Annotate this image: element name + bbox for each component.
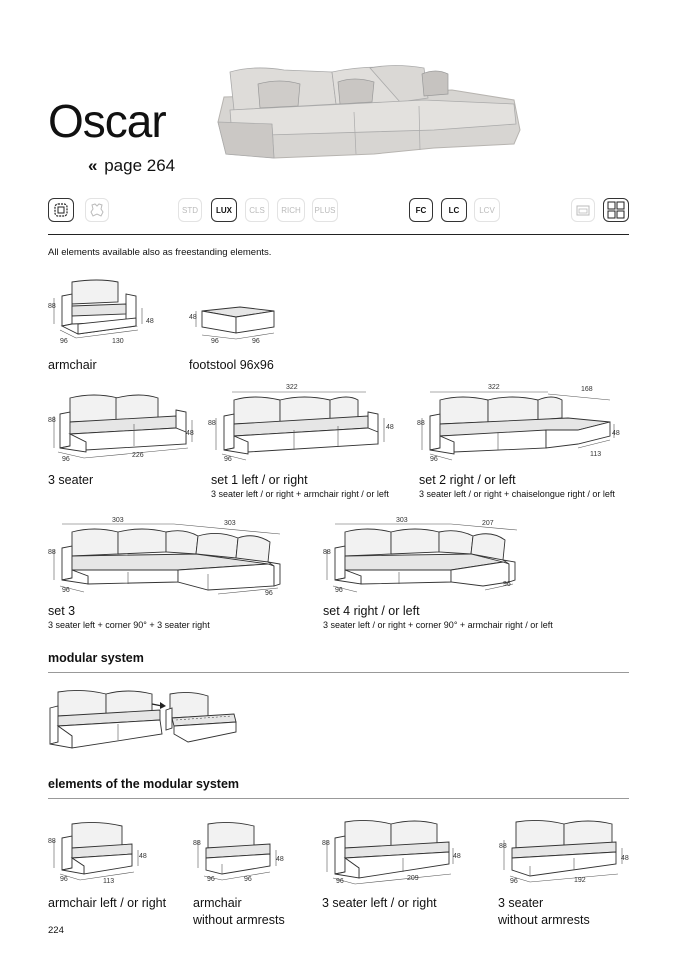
arm-lr-dim-width: 113 bbox=[103, 878, 115, 885]
option-fc-icon: FC bbox=[409, 198, 433, 222]
three-seater-dim-seat: 48 bbox=[186, 430, 194, 437]
three-lr-dim-seat: 48 bbox=[453, 853, 461, 860]
set3-drawing bbox=[58, 522, 286, 600]
set3-dim-width-left: 303 bbox=[112, 517, 124, 524]
arm-no-dim-depth: 96 bbox=[207, 876, 215, 883]
three-seater-dim-depth: 96 bbox=[62, 456, 70, 463]
page-reference[interactable] bbox=[88, 156, 175, 176]
set4-drawing bbox=[333, 522, 523, 600]
element-three-seater-lr-drawing bbox=[333, 818, 457, 886]
element-armchair-no-arms-label bbox=[193, 895, 285, 929]
option-lc-icon: LC bbox=[441, 198, 467, 222]
element-three-seater-no-arms-label bbox=[498, 895, 590, 929]
footstool-dim-depth: 96 bbox=[211, 338, 219, 345]
three-no-dim-seat: 48 bbox=[621, 855, 629, 862]
elements-divider bbox=[48, 798, 629, 799]
element-armchair-lr-label: armchair left / or right bbox=[48, 896, 167, 910]
footstool-drawing bbox=[200, 305, 280, 341]
arm-no-dim-width: 96 bbox=[244, 876, 252, 883]
set1-dim-seat: 48 bbox=[386, 424, 394, 431]
set2-dim-depth: 96 bbox=[430, 456, 438, 463]
set3-dim-depth-right: 96 bbox=[265, 590, 273, 597]
version-std-icon: STD bbox=[178, 198, 202, 222]
set1-drawing bbox=[218, 392, 388, 464]
set4-dim-width-left: 303 bbox=[396, 517, 408, 524]
arm-lr-dim-height: 88 bbox=[48, 838, 56, 845]
set3-sublabel: 3 seater left + corner 90° + 3 seater right bbox=[48, 620, 210, 630]
page-ref-text: page 264 bbox=[104, 156, 176, 175]
modular-divider bbox=[48, 672, 629, 673]
three-no-label-line2: without armrests bbox=[498, 912, 590, 927]
set3-dim-height: 88 bbox=[48, 549, 56, 556]
set4-label: set 4 right / or left bbox=[323, 604, 420, 618]
modular-system-drawing bbox=[48, 688, 244, 754]
version-cls-icon: CLS bbox=[245, 198, 269, 222]
set1-label: set 1 left / or right bbox=[211, 473, 308, 487]
set4-dim-depth-right: 96 bbox=[503, 581, 511, 588]
footstool-dim-width: 96 bbox=[252, 338, 260, 345]
set3-label: set 3 bbox=[48, 604, 76, 618]
set2-dim-seat: 48 bbox=[612, 430, 620, 437]
arm-no-dim-height: 88 bbox=[193, 840, 201, 847]
page-number: 224 bbox=[48, 925, 64, 936]
modules-icon bbox=[603, 198, 629, 222]
arm-no-label-line2: without armrests bbox=[193, 912, 285, 927]
elements-heading: elements of the modular system bbox=[48, 777, 240, 791]
footstool-label: footstool 96x96 bbox=[189, 358, 274, 372]
three-no-dim-depth: 96 bbox=[510, 878, 518, 885]
slipcover-icon bbox=[48, 198, 74, 222]
leather-icon bbox=[85, 198, 109, 222]
element-three-seater-lr-label: 3 seater left / or right bbox=[322, 896, 437, 910]
armchair-dim-seat: 48 bbox=[146, 318, 154, 325]
element-armchair-lr-drawing bbox=[58, 820, 142, 882]
three-no-dim-height: 88 bbox=[499, 843, 507, 850]
three-seater-dim-height: 88 bbox=[48, 417, 56, 424]
page-title: Oscar bbox=[48, 95, 166, 147]
three-no-label-line1: 3 seater bbox=[498, 896, 544, 910]
version-lux-icon: LUX bbox=[211, 198, 237, 222]
three-lr-dim-depth: 96 bbox=[336, 878, 344, 885]
footstool-dim-height: 48 bbox=[189, 314, 197, 321]
armchair-dim-depth: 96 bbox=[60, 338, 68, 345]
three-lr-dim-width: 209 bbox=[407, 875, 419, 882]
set3-dim-width-right: 303 bbox=[224, 520, 236, 527]
set2-dim-chaise: 168 bbox=[581, 386, 593, 393]
set4-dim-height: 88 bbox=[323, 549, 331, 556]
page-ref-arrow: « bbox=[88, 156, 98, 175]
header-divider bbox=[48, 234, 629, 235]
set2-dim-width: 322 bbox=[488, 384, 500, 391]
option-lcv-icon: LCV bbox=[474, 198, 500, 222]
three-seater-label: 3 seater bbox=[48, 473, 94, 487]
hero-sofa-image bbox=[214, 62, 526, 174]
set4-dim-width-right: 207 bbox=[482, 520, 494, 527]
set3-dim-depth-left: 96 bbox=[62, 587, 70, 594]
version-rich-icon: RICH bbox=[277, 198, 305, 222]
set2-dim-chaise-depth: 113 bbox=[590, 451, 602, 458]
set1-sublabel: 3 seater left / or right + armchair right / or left bbox=[211, 489, 389, 499]
armchair-dim-width: 130 bbox=[112, 338, 124, 345]
set2-dim-height: 88 bbox=[417, 420, 425, 427]
set2-label: set 2 right / or left bbox=[419, 473, 516, 487]
three-seater-drawing bbox=[58, 392, 198, 464]
arm-no-label-line1: armchair bbox=[193, 896, 242, 910]
three-lr-dim-height: 88 bbox=[322, 840, 330, 847]
element-three-seater-no-arms-drawing bbox=[508, 818, 628, 886]
set4-dim-depth-left: 96 bbox=[335, 587, 343, 594]
set1-dim-height: 88 bbox=[208, 420, 216, 427]
version-plus-icon: PLUS bbox=[312, 198, 338, 222]
element-armchair-no-arms-drawing bbox=[200, 820, 280, 882]
set4-sublabel: 3 seater left / or right + corner 90° + armchair right / or left bbox=[323, 620, 553, 630]
set2-sublabel: 3 seater left / or right + chaiselongue right / or left bbox=[419, 489, 615, 499]
three-no-dim-width: 192 bbox=[574, 877, 586, 884]
freestanding-note: All elements available also as freestanding elements. bbox=[48, 247, 272, 258]
armchair-dim-height: 88 bbox=[48, 303, 56, 310]
arm-lr-dim-depth: 96 bbox=[60, 876, 68, 883]
arm-no-dim-seat: 48 bbox=[276, 856, 284, 863]
set1-dim-width: 322 bbox=[286, 384, 298, 391]
three-seater-dim-width: 226 bbox=[132, 452, 144, 459]
armchair-icon bbox=[571, 198, 595, 222]
armchair-label: armchair bbox=[48, 358, 97, 372]
arm-lr-dim-seat: 48 bbox=[139, 853, 147, 860]
modular-system-heading: modular system bbox=[48, 651, 144, 665]
armchair-drawing bbox=[58, 278, 148, 340]
set1-dim-depth: 96 bbox=[224, 456, 232, 463]
